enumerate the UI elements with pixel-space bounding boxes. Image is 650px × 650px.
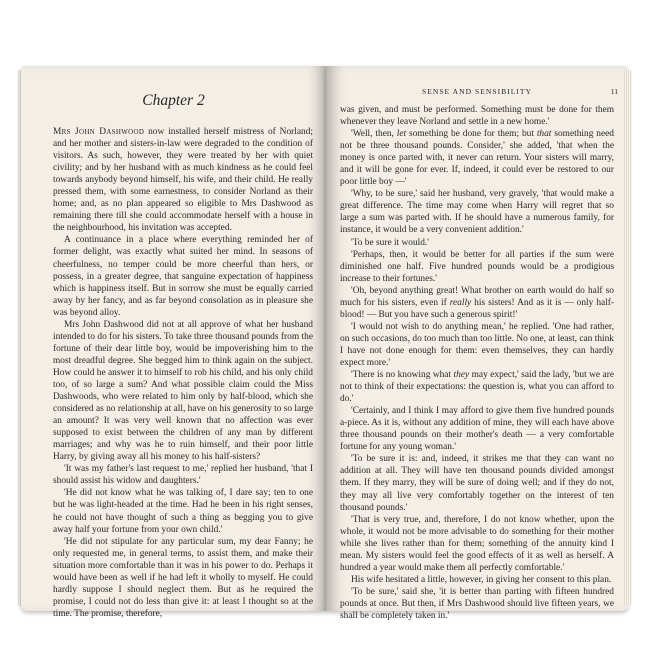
paragraph: 'Perhaps, then, it would be better for all parties if the sum were diminished one half. Five hundred pounds would be a prodigious increase to their fortunes.' (340, 249, 614, 284)
paragraph: 'That is very true, and, therefore, I do not know whether, upon the whole, it would not be more advisable to do something for their mother while she lives rather than for them; something of the annuity kind I mean. My sisters would feel the good effects of it as well as herself. A hundred a year would make them all perfectly comfortable.' (340, 514, 614, 573)
paragraph-text: may expect,' said the lady, 'but we are not to think of their expectations: the question is, what you can afford to do.' (340, 370, 614, 405)
paragraph-text: something be done for them; but (406, 129, 537, 140)
emphasis-text: that (536, 129, 552, 140)
left-page-text (53, 126, 313, 620)
paragraph-text: now installed herself mistress of Norland; and her mother and sisters-in-law were degraded to the condition of visitors. As such, however, they were treated by her with quiet civility; and by her husband with as much kindness as he could feel towards anybody beyond himself, his wife, and their child. He really pressed them, with some earnestness, to consider Norland as their home; and, as no plan appeared so eligible to Mrs Dashwood as remaining there till she could accommodate herself with a house in the neighbourhood, his invitation was accepted. (53, 127, 314, 234)
paragraph-text: his sisters! And as it is — only half-blood! — But you have such a generous spirit!' (340, 297, 615, 320)
paragraph: 'It was my father's last request to me,' replied her husband, 'that I should assist his widow and daughters.' (53, 464, 313, 487)
paragraph-text: something need not be three thousand pounds. Consider,' she added, 'that when the money is once parted with, it never can return. Your sisters will marry, and it will be gone for ever. If, indeed, it could ever be restored to our poor little boy —' (340, 129, 614, 188)
paragraph (340, 285, 614, 321)
paragraph: 'Why, to be sure,' said her husband, very gravely, 'that would make a great difference. The time may come when Harry will regret that so large a sum was parted with. If he should have a numerous family, for instance, it would be a very convenient addition.' (340, 189, 614, 236)
emphasis-text: they (453, 370, 470, 381)
right-page (326, 66, 628, 621)
paragraph: 'To be sure it would.' (351, 237, 429, 248)
paragraph: 'He did not stipulate for any particular sum, my dear Fanny; he only requested me, in general terms, to assist them, and make their situation more comfortable than it was in his power to do. Perhaps it would have been as well if he had left it wholly to myself. He could hardly suppose I should neglect them. But as he required the promise, I could not do less than give it: at least I thought so at the time. The promise, therefore, (53, 536, 313, 619)
emphasis-text: let (396, 129, 407, 140)
paragraph (53, 126, 313, 234)
paragraph: was given, and must be performed. Something must be done for them whenever they leave Norland and settle in a new home.' (340, 105, 614, 128)
chapter-title: Chapter 2 (142, 92, 205, 109)
paragraph-text: 'Well, then, (351, 129, 397, 140)
paragraph: 'To be sure,' said she, 'it is better than parting with fifteen hundred pounds at once. But then, if Mrs Dashwood should live fifteen years, we shall be completely taken in.' (340, 586, 614, 621)
paragraph: His wife hesitated a little, however, in giving her consent to this plan. (351, 574, 612, 585)
running-head: SENSE AND SENSIBILITY (421, 87, 533, 96)
paragraph-lead: Mrs John Dashwood (53, 127, 145, 137)
page-number: 11 (610, 87, 618, 96)
paragraph (340, 369, 614, 405)
emphasis-text: really (449, 297, 472, 308)
right-page-text (340, 104, 614, 622)
paragraph-text: 'Oh, beyond anything great! What brother on earth would do half so much for his sisters, even if (340, 285, 614, 308)
paragraph: 'He did not know what he was talking of, I dare say; ten to one but he was light-headed at the time. Had he been in his right senses, he could not have thought of such a thing as begging you to give away half your fortune from your own child.' (53, 488, 313, 535)
paragraph: Mrs John Dashwood did not at all approve of what her husband intended to do for his sisters. To take three thousand pounds from the fortune of their dear little boy, would be impoverishing him to the most dreadful degree. She begged him to think again on the subject. How could he answer it to himself to rob his child, and his only child too, of so large a sum? And what possible claim could the Miss Dashwoods, who were related to him only by half-blood, which she considered as no relationship at all, have on his generosity to so large an amount? It was very well known that no affection was ever supposed to exist between the children of any man by different marriages; and why was he to ruin himself, and their poor little Harry, by giving away all his money to his half-sisters? (53, 319, 313, 463)
page-edges-right (624, 70, 632, 606)
left-page (21, 66, 326, 619)
paragraph-text: 'There is no knowing what (351, 370, 454, 381)
paragraph: 'Certainly, and I think I may afford to give them five hundred pounds a-piece. As it is, without any addition of mine, they will each have above three thousand pounds on their mother's death — a very comfortable fortune for any young woman.' (340, 406, 614, 453)
paragraph: 'I would not wish to do anything mean,' he replied. 'One had rather, on such occasions, do too much than too little. No one, at least, can think I have not done enough for them: even themselves, they can hardly expect more.' (340, 321, 614, 368)
paragraph (340, 128, 614, 188)
paragraph: A continuance in a place where everything reminded her of former delight, was exactly what suited her mind. In seasons of cheerfulness, no temper could be more cheerful than hers, or possess, in a greater degree, that sanguine expectation of happiness which is happiness itself. But in sorrow she must be equally carried away by her fancy, and as far beyond consolation as in pleasure she was beyond alloy. (53, 235, 313, 318)
paragraph: 'To be sure it is: and, indeed, it strikes me that they can want no addition at all. They will have ten thousand pounds divided amongst them. If they marry, they will be sure of doing well; and if they do not, they may all live very comfortably together on the interest of ten thousand pounds.' (340, 454, 614, 513)
